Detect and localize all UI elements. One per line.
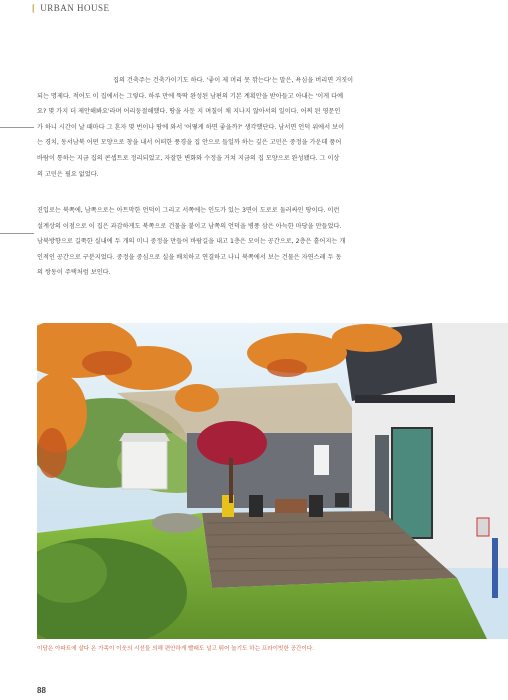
water-pipe (492, 538, 498, 598)
text-line: 설계상의 이점으로 이 집은 과감하게도 북쪽으로 건물을 붙이고 남쪽의 언덕을 병풍 삼은 아늑한 마당을 만들었다. (37, 222, 342, 230)
outdoor-chair (249, 495, 263, 517)
text-line: 바람이 통하는 지금 집의 콘셉트로 정리되었고, 자잘한 변화와 수정을 거쳐 지금의 집 모양으로 완성됐다. 그 이상 (37, 154, 340, 162)
text-line: 가 하니 시간이 날 때마다 그 혼자 몇 번이나 땅에 와서 '어떻게 하면 좋을까?' 생각했단다. 남서면 언덕 위에서 보이 (37, 123, 345, 131)
text-line: 되는 명제다. 적어도 이 집에서는 그렇다. 하루 만에 뚝딱 완성된 남편의 기본 계획안을 받아들고 아내는 '이게 다예 (37, 92, 344, 100)
grill (335, 493, 349, 507)
body-paragraph-2 (37, 203, 480, 281)
header-bracket: [ (32, 3, 36, 13)
garden-shed (122, 441, 167, 489)
text-line: 남북방향으로 길쭉한 실내에 두 개의 미니 중정을 만들어 바람길을 내고 1층은 모이는 공간으로, 2층은 흩어지는 개 (37, 238, 346, 246)
outdoor-chair (309, 495, 323, 517)
wall-sign (477, 518, 489, 536)
header-title: URBAN HOUSE (40, 3, 110, 13)
maple-trunk (229, 458, 233, 503)
text-line: 요? 몇 가지 더 제안해봐요'라며 어리둥절해했다. 땅을 사둔 지 며칠이 채 지나지 않아서의 일이다. 어찌 된 영문인 (37, 108, 341, 116)
text-line: 의 쌍동이 주택처럼 보인다. (37, 269, 111, 277)
wall-window (314, 445, 329, 475)
photo-caption: 이담은 아파트에 살다 온 가족이 이웃의 시선들 의해 편안하게 빨래도 널고 뛰어 놀기도 하는 프라이빗한 공간이다. (37, 646, 315, 652)
running-header (32, 3, 110, 13)
text-line: 인적인 공간으로 구분지었다. 중정을 중심으로 실을 배치하고 연결하고 나니 북쪽에서 보는 건물은 자연스레 두 동 (37, 253, 342, 261)
body-paragraph-1 (37, 73, 480, 182)
house-eave (355, 395, 455, 403)
margin-rule (0, 127, 34, 128)
garden-rocks (152, 513, 202, 533)
text-line: 진입로는 북쪽에, 남쪽으로는 아트막한 언덕이 그리고 서쪽에는 인도가 있는 3면이 도로로 둘러싸인 땅이다. 이런 (37, 207, 340, 214)
text-line: 집의 건축주는 건축가이기도 하다. '좋이 제 머리 못 깎는다'는 말은, 욕심을 버리면 거짓이 (113, 77, 354, 84)
text-line: 의 고민은 필요 없었다. (37, 170, 99, 178)
glass-door (392, 428, 432, 538)
margin-rule (0, 233, 34, 234)
text-line: 는 경치, 동서남북 어떤 모양으로 창을 내서 어떠한 풍경을 집 안으로 들일까 하는 깊은 고민은 중정을 가운데 품어 (37, 139, 342, 147)
garden-photo (37, 323, 508, 639)
outdoor-table (275, 499, 307, 513)
shed-roof (119, 433, 170, 441)
page-number: 88 (37, 686, 46, 695)
